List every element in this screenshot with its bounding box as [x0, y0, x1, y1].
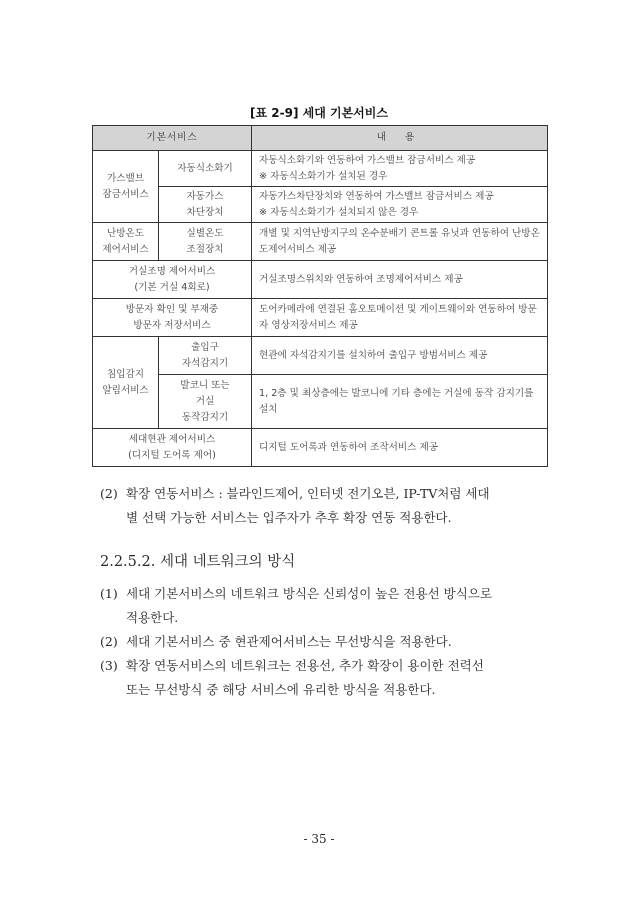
room-thermostat-cell: 실별온도 조절장치 — [159, 223, 252, 261]
entrance-door-control-cell: 세대현관 제어서비스 (디지털 도어록 제어) — [93, 429, 252, 467]
door-magnetic-sensor-content: 현관에 자석감지기를 설치하여 출입구 방범서비스 제공 — [252, 337, 548, 375]
table-row — [93, 261, 548, 299]
paragraph-line: 확장 연동서비스 : 블라인드제어, 인터넷 전기오븐, IP-TV처럼 세대 — [126, 486, 490, 501]
item-number: (2) — [100, 634, 118, 649]
table-row — [93, 151, 548, 187]
intrusion-alert-cell: 침입감지 알림서비스 — [93, 337, 159, 429]
list-item — [100, 582, 550, 606]
door-magnetic-sensor-cell: 출입구 자석감지기 — [159, 337, 252, 375]
auto-extinguisher-content: 자동식소화기와 연동하여 가스밸브 잠금서비스 제공 ※ 자동식소화기가 설치된 경우 — [252, 151, 548, 187]
motion-sensor-content: 1, 2층 및 최상층에는 발코니에 기타 층에는 거실에 동작 감지기를 설치 — [252, 375, 548, 429]
visitor-check-content: 도어카메라에 연결된 홈오토메이션 및 게이트웨이와 연동하여 방문자 영상저장서비스 제공 — [252, 299, 548, 337]
list-item — [100, 630, 550, 654]
basic-services-table — [92, 125, 548, 467]
auto-extinguisher-cell: 자동식소화기 — [159, 151, 252, 187]
living-light-control-content: 거실조명스위치와 연동하여 조명제어서비스 제공 — [252, 261, 548, 299]
heating-control-content: 개별 및 지역난방지구의 온수분배기 콘트롤 유닛과 연동하여 난방온도제어서비스 제공 — [252, 223, 548, 261]
table-row — [93, 299, 548, 337]
entrance-door-control-content: 디지털 도어록과 연동하여 조작서비스 제공 — [252, 429, 548, 467]
page-number: - 35 - — [303, 832, 335, 846]
paragraph-line: 세대 기본서비스 중 현관제어서비스는 무선방식을 적용한다. — [126, 634, 452, 649]
header-basic-service: 기본서비스 — [93, 126, 252, 151]
auto-gas-shutoff-cell: 자동가스 차단장치 — [159, 187, 252, 223]
section-heading: 2.2.5.2. 세대 네트워크의 방식 — [100, 554, 296, 570]
table-header-row — [93, 126, 548, 151]
living-light-control-cell: 거실조명 제어서비스 (기본 거실 4회로) — [93, 261, 252, 299]
paragraph-line: 적용한다. — [126, 610, 179, 625]
list-item — [100, 654, 550, 678]
network-method-list — [100, 582, 550, 702]
gas-valve-service-cell: 가스밸브 잠금서비스 — [93, 151, 159, 223]
table-row — [93, 187, 548, 223]
auto-gas-shutoff-content: 자동가스차단장치와 연동하여 가스밸브 잠금서비스 제공 ※ 자동식소화기가 설치되지 않은 경우 — [252, 187, 548, 223]
table-row — [93, 429, 548, 467]
paragraph-line: 또는 무선방식 중 해당 서비스에 유리한 방식을 적용한다. — [126, 682, 436, 697]
table-caption: [표 2-9] 세대 기본서비스 — [250, 106, 388, 120]
table-row — [93, 337, 548, 375]
motion-sensor-cell: 발코니 또는 거실 동작감지기 — [159, 375, 252, 429]
table-row — [93, 223, 548, 261]
visitor-check-cell: 방문자 확인 및 부재중 방문자 저장서비스 — [93, 299, 252, 337]
item-number: (2) — [100, 486, 118, 501]
item-number: (1) — [100, 586, 118, 601]
paragraph-line: 세대 기본서비스의 네트워크 방식은 신뢰성이 높은 전용선 방식으로 — [126, 586, 492, 601]
extension-service-paragraph — [100, 482, 550, 530]
item-number: (3) — [100, 658, 118, 673]
paragraph-line: 확장 연동서비스의 네트워크는 전용선, 추가 확장이 용이한 전력선 — [126, 658, 484, 673]
table-row — [93, 375, 548, 429]
heating-control-cell: 난방온도 제어서비스 — [93, 223, 159, 261]
header-content: 내 용 — [252, 126, 548, 151]
paragraph-line: 별 선택 가능한 서비스는 입주자가 추후 확장 연동 적용한다. — [126, 510, 452, 525]
